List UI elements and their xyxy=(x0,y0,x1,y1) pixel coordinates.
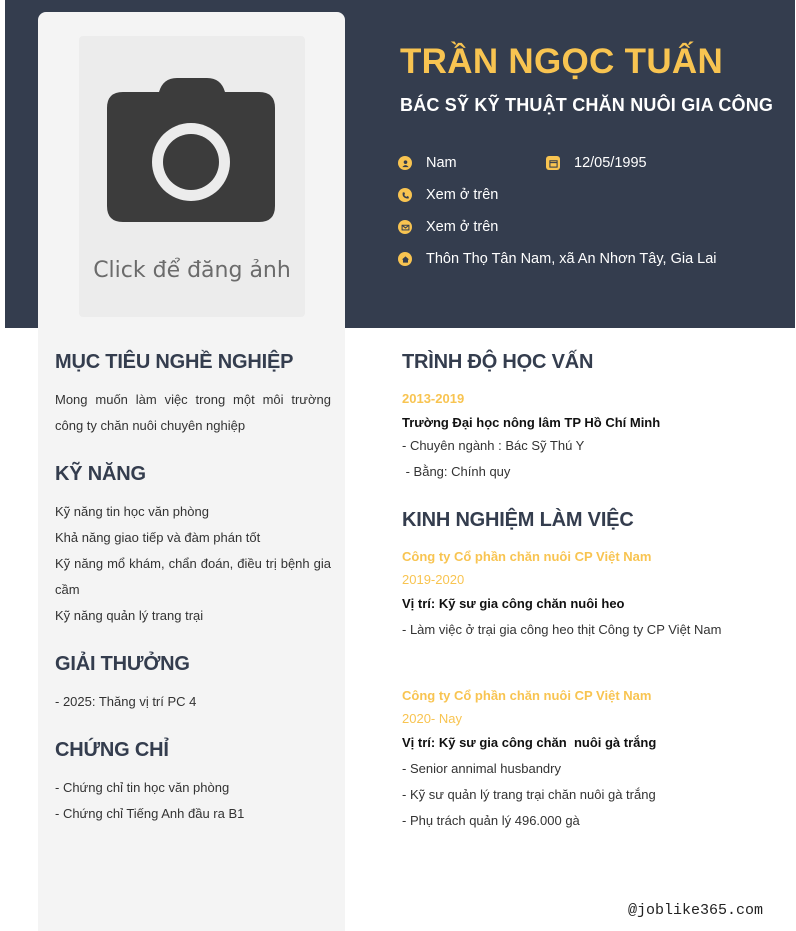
certificate-item[interactable]: - Chứng chỉ Tiếng Anh đầu ra B1 xyxy=(55,806,245,821)
education-detail[interactable]: - Chuyên ngành : Bác Sỹ Thú Y xyxy=(402,438,585,453)
skill-item[interactable]: Kỹ năng tin học văn phòng xyxy=(55,504,209,519)
job-detail[interactable]: - Kỹ sư quản lý trang trại chăn nuôi gà trắng xyxy=(402,787,656,802)
skill-item[interactable]: Kỹ năng quản lý trang trại xyxy=(55,608,204,623)
phone-icon xyxy=(398,188,412,202)
user-icon xyxy=(398,156,412,170)
footer-watermark: @joblike365.com xyxy=(628,902,764,919)
address-value[interactable]: Thôn Thọ Tân Nam, xã An Nhơn Tây, Gia Lai xyxy=(426,251,717,267)
education-title[interactable]: TRÌNH ĐỘ HỌC VẤN xyxy=(402,351,594,373)
photo-caption: Click để đăng ảnh xyxy=(93,258,291,283)
certificates-title[interactable]: CHỨNG CHỈ xyxy=(55,739,169,761)
job-position[interactable]: Vị trí: Kỹ sư gia công chăn nuôi gà trắng xyxy=(402,735,657,750)
calendar-icon xyxy=(546,156,560,170)
job-company[interactable]: Công ty Cổ phần chăn nuôi CP Việt Nam xyxy=(402,549,652,564)
gender-value[interactable]: Nam xyxy=(426,155,457,171)
award-item[interactable]: - 2025: Thăng vị trí PC 4 xyxy=(55,694,197,709)
objective-title[interactable]: MỤC TIÊU NGHỀ NGHIỆP xyxy=(55,351,294,373)
phone-value[interactable]: Xem ở trên xyxy=(426,187,499,203)
job-detail[interactable]: - Senior annimal husbandry xyxy=(402,761,561,776)
job-period[interactable]: 2019-2020 xyxy=(402,572,465,587)
job-company[interactable]: Công ty Cổ phần chăn nuôi CP Việt Nam xyxy=(402,688,652,703)
photo-upload[interactable] xyxy=(79,36,305,317)
email-row xyxy=(398,219,498,235)
birthday-value[interactable]: 12/05/1995 xyxy=(574,155,647,171)
awards-title[interactable]: GIẢI THƯỞNG xyxy=(55,653,190,675)
skill-item[interactable]: Kỹ năng mổ khám, chẩn đoán, điều trị bệnh gia cầm xyxy=(55,556,331,597)
skills-title[interactable]: KỸ NĂNG xyxy=(55,463,146,485)
objective-text[interactable]: Mong muốn làm việc trong một môi trường công ty chăn nuôi chuyên nghiệp xyxy=(55,392,331,433)
education-detail[interactable]: - Bằng: Chính quy xyxy=(402,464,511,479)
education-school[interactable]: Trường Đại học nông lâm TP Hồ Chí Minh xyxy=(402,415,661,430)
job-detail[interactable]: - Phụ trách quản lý 496.000 gà xyxy=(402,813,580,828)
gender-row xyxy=(398,155,457,171)
job-title[interactable]: BÁC SỸ KỸ THUẬT CHĂN NUÔI GIA CÔNG xyxy=(400,95,774,115)
phone-row xyxy=(398,187,498,203)
certificate-item[interactable]: - Chứng chỉ tin học văn phòng xyxy=(55,780,230,795)
job-position[interactable]: Vị trí: Kỹ sư gia công chăn nuôi heo xyxy=(402,596,625,611)
birthday-row xyxy=(546,155,647,171)
home-icon xyxy=(398,252,412,266)
experience-title[interactable]: KINH NGHIỆM LÀM VIỆC xyxy=(402,509,634,531)
education-period[interactable]: 2013-2019 xyxy=(402,391,465,406)
candidate-name[interactable]: TRẦN NGỌC TUẤN xyxy=(400,42,724,81)
envelope-icon xyxy=(398,220,412,234)
skill-item[interactable]: Khả năng giao tiếp và đàm phán tốt xyxy=(55,530,261,545)
job-detail[interactable]: - Làm việc ở trại gia công heo thịt Công ty CP Việt Nam xyxy=(402,622,722,637)
email-value[interactable]: Xem ở trên xyxy=(426,219,499,235)
job-period[interactable]: 2020- Nay xyxy=(402,711,462,726)
address-row xyxy=(398,251,717,267)
camera-icon xyxy=(107,78,277,224)
